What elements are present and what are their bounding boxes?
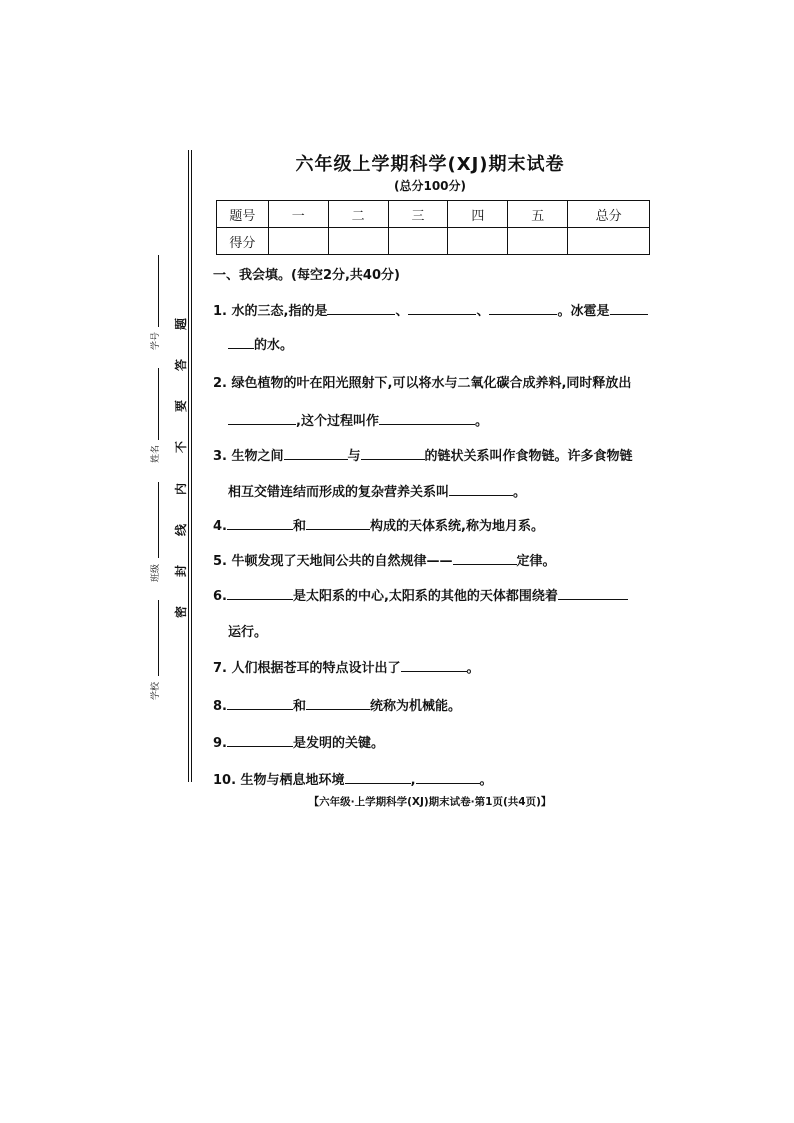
question-text: 的链状关系叫作食物链。许多食物链	[424, 449, 633, 464]
seal-char: 不	[173, 441, 188, 454]
page-footer: 【六年级·上学期科学(XJ)期末试卷·第1页(共4页)】	[308, 796, 552, 808]
score-table-score-row	[217, 228, 650, 255]
score-row-label: 得分	[217, 228, 269, 255]
binding-line-right	[191, 150, 192, 782]
question-text: ,这个过程叫作	[296, 414, 379, 429]
answer-blank[interactable]	[227, 515, 293, 530]
question-text: 运行。	[228, 625, 268, 640]
question-text: 8.	[213, 699, 227, 714]
question-text: 、	[395, 304, 409, 319]
question-10	[213, 769, 661, 788]
score-cell[interactable]	[568, 228, 650, 255]
seal-char: 答	[173, 359, 188, 372]
question-text: 是发明的关键。	[292, 736, 384, 751]
answer-blank[interactable]	[379, 410, 475, 425]
answer-blank[interactable]	[610, 300, 648, 315]
question-text: 1. 水的三态,指的是	[213, 304, 328, 319]
question-text: 。	[466, 661, 480, 676]
seal-char: 密	[173, 605, 188, 618]
question-7	[213, 657, 661, 676]
question-text: 7. 人们根据苍耳的特点设计出了	[213, 661, 401, 676]
question-6	[213, 585, 661, 604]
header-cell: 四	[448, 201, 508, 228]
answer-blank[interactable]	[306, 695, 370, 710]
seal-char: 线	[173, 523, 188, 536]
question-8	[213, 695, 661, 714]
answer-blank[interactable]	[227, 585, 293, 600]
question-text: 和	[292, 519, 306, 534]
student-id-line	[158, 255, 159, 327]
question-6-cont	[228, 621, 676, 640]
question-text: 10. 生物与栖息地环境	[213, 773, 345, 788]
question-text: 。	[474, 414, 488, 429]
question-text: 构成的天体系统,称为地月系。	[370, 519, 544, 534]
score-table-header-row	[217, 201, 650, 228]
section-heading: 一、我会填。(每空2分,共40分)	[213, 268, 400, 283]
answer-blank[interactable]	[227, 695, 293, 710]
question-text: 相互交错连结而形成的复杂营养关系叫	[228, 485, 450, 500]
seal-char: 封	[173, 564, 188, 577]
question-text: 、	[476, 304, 490, 319]
score-cell[interactable]	[508, 228, 568, 255]
answer-blank[interactable]	[558, 585, 628, 600]
question-2	[213, 372, 661, 391]
score-cell[interactable]	[268, 228, 328, 255]
score-cell[interactable]	[388, 228, 448, 255]
header-cell: 三	[388, 201, 448, 228]
student-id-label: 学号	[151, 331, 161, 350]
answer-blank[interactable]	[228, 334, 254, 349]
question-text: 6.	[213, 589, 227, 604]
question-2-cont	[228, 410, 676, 429]
question-text: 4.	[213, 519, 227, 534]
question-text: 。冰雹是	[557, 304, 610, 319]
answer-blank[interactable]	[401, 657, 467, 672]
score-cell[interactable]	[448, 228, 508, 255]
class-field[interactable]	[140, 482, 170, 582]
class-line	[158, 482, 159, 558]
question-9	[213, 732, 661, 751]
question-text: 统称为机械能。	[370, 699, 462, 714]
question-3-cont	[228, 481, 676, 500]
answer-blank[interactable]	[416, 769, 480, 784]
question-5	[213, 550, 661, 569]
school-field[interactable]	[140, 600, 170, 700]
answer-blank[interactable]	[408, 300, 476, 315]
answer-blank[interactable]	[306, 515, 370, 530]
answer-blank[interactable]	[449, 481, 513, 496]
header-cell: 五	[508, 201, 568, 228]
question-text: 的水。	[254, 338, 294, 353]
school-label: 学校	[151, 681, 161, 700]
question-text: ,	[410, 773, 416, 788]
question-text: 与	[347, 449, 361, 464]
exam-subtitle: (总分100分)	[393, 179, 467, 193]
question-text: 3. 生物之间	[213, 449, 284, 464]
header-cell: 二	[328, 201, 388, 228]
score-table	[216, 200, 650, 255]
header-cell: 题号	[217, 201, 269, 228]
question-1-cont	[228, 334, 676, 353]
student-name-label: 姓名	[151, 444, 161, 463]
seal-line-notice	[172, 318, 190, 618]
student-name-line	[158, 368, 159, 440]
student-name-field[interactable]	[140, 368, 170, 463]
question-text: 5. 牛顿发现了天地间公共的自然规律——	[213, 554, 453, 569]
seal-char: 要	[173, 400, 188, 413]
question-4	[213, 515, 661, 534]
question-text: 。	[479, 773, 493, 788]
question-text: 和	[292, 699, 306, 714]
question-text: 2. 绿色植物的叶在阳光照射下,可以将水与二氧化碳合成养料,同时释放出	[213, 376, 632, 391]
answer-blank[interactable]	[228, 410, 296, 425]
answer-blank[interactable]	[345, 769, 411, 784]
header-cell: 总分	[568, 201, 650, 228]
question-1	[213, 300, 661, 319]
question-3	[213, 445, 661, 464]
header-cell: 一	[268, 201, 328, 228]
answer-blank[interactable]	[284, 445, 348, 460]
school-line	[158, 600, 159, 676]
answer-blank[interactable]	[227, 732, 293, 747]
question-text: 9.	[213, 736, 227, 751]
class-label: 班级	[151, 563, 161, 582]
seal-char: 内	[173, 482, 188, 495]
exam-title: 六年级上学期科学(XJ)期末试卷	[295, 154, 565, 175]
student-id-field[interactable]	[140, 255, 170, 350]
answer-blank[interactable]	[327, 300, 395, 315]
seal-char: 题	[173, 317, 188, 331]
score-cell[interactable]	[328, 228, 388, 255]
answer-blank[interactable]	[489, 300, 557, 315]
question-text: 是太阳系的中心,太阳系的其他的天体都围绕着	[292, 589, 558, 604]
answer-blank[interactable]	[453, 550, 517, 565]
answer-blank[interactable]	[361, 445, 425, 460]
question-text: 。	[513, 485, 527, 500]
question-text: 定律。	[516, 554, 556, 569]
